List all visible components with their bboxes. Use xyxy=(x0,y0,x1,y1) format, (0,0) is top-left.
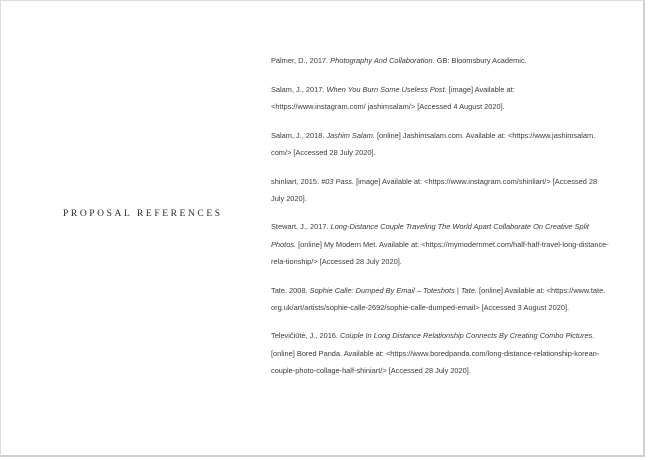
reference-list xyxy=(271,52,611,391)
reference-details: [online] Bored Panda. Available at: <https://www.boredpanda.com/long-distance-relationship-korean-couple-photo-collage-half-shiniart/> [Accessed 28 July 2020]. xyxy=(271,348,600,375)
reference-author: Salam, J., 2018. xyxy=(271,130,325,140)
reference-title: Sophie Calle: Dumped By Email – Toteshots | Tate. xyxy=(309,285,477,295)
reference-author: Televičiūtė, J., 2016. xyxy=(271,331,338,341)
reference-author: Salam, J., 2017. xyxy=(271,84,325,94)
reference-item xyxy=(271,327,611,379)
reference-title: Photography And Collaboration. xyxy=(330,56,435,65)
reference-details: [online] My Modern Met. Available at: <https://mymodernmet.com/half-half-travel-long-distance-rela-tionship/> [Accessed 28 July 2020]. xyxy=(271,239,609,266)
reference-details: GB: Bloomsbury Academic. xyxy=(436,56,527,65)
reference-details: [online] Available at: <https://www.tate. org.uk/art/artists/sophie-calle-2692/sophie-calle-dumped-email> [Accessed 3 August 2020]. xyxy=(271,285,606,312)
reference-details: [online] Jashimsalam.com. Available at: <https://www.jashimsalam. com/> [Accessed 28 July 2020]. xyxy=(271,130,596,157)
reference-title: When You Burn Some Useless Post. xyxy=(326,84,447,94)
reference-author: Stewart, J., 2017. xyxy=(271,222,329,232)
reference-title: Jashim Salam. xyxy=(326,130,375,140)
reference-item xyxy=(271,218,611,270)
reference-item xyxy=(271,173,611,207)
reference-item xyxy=(271,127,611,161)
reference-author: shinliart, 2015. xyxy=(271,176,320,186)
reference-details: [image] Available at: <https://www.instagram.com/ jashimsalam/> [Accessed 4 August 2020]. xyxy=(271,84,515,111)
reference-title: #03 Pass. xyxy=(321,176,355,186)
reference-item xyxy=(271,282,611,316)
reference-item xyxy=(271,52,611,69)
section-title: PROPOSAL REFERENCES xyxy=(63,209,223,219)
reference-item xyxy=(271,81,611,115)
reference-author: Tate. 2008. xyxy=(271,285,308,295)
reference-title: Couple In Long Distance Relationship Connects By Creating Combo Pictures. xyxy=(340,331,595,341)
reference-details: [image] Available at: <https://www.instagram.com/shinliart/> [Accessed 28 July 2020]. xyxy=(271,176,598,203)
reference-title: Long-Distance Couple Traveling The World Apart Collaborate On Creative Split Photos. xyxy=(271,222,589,249)
reference-author: Palmer, D., 2017. xyxy=(271,56,329,65)
